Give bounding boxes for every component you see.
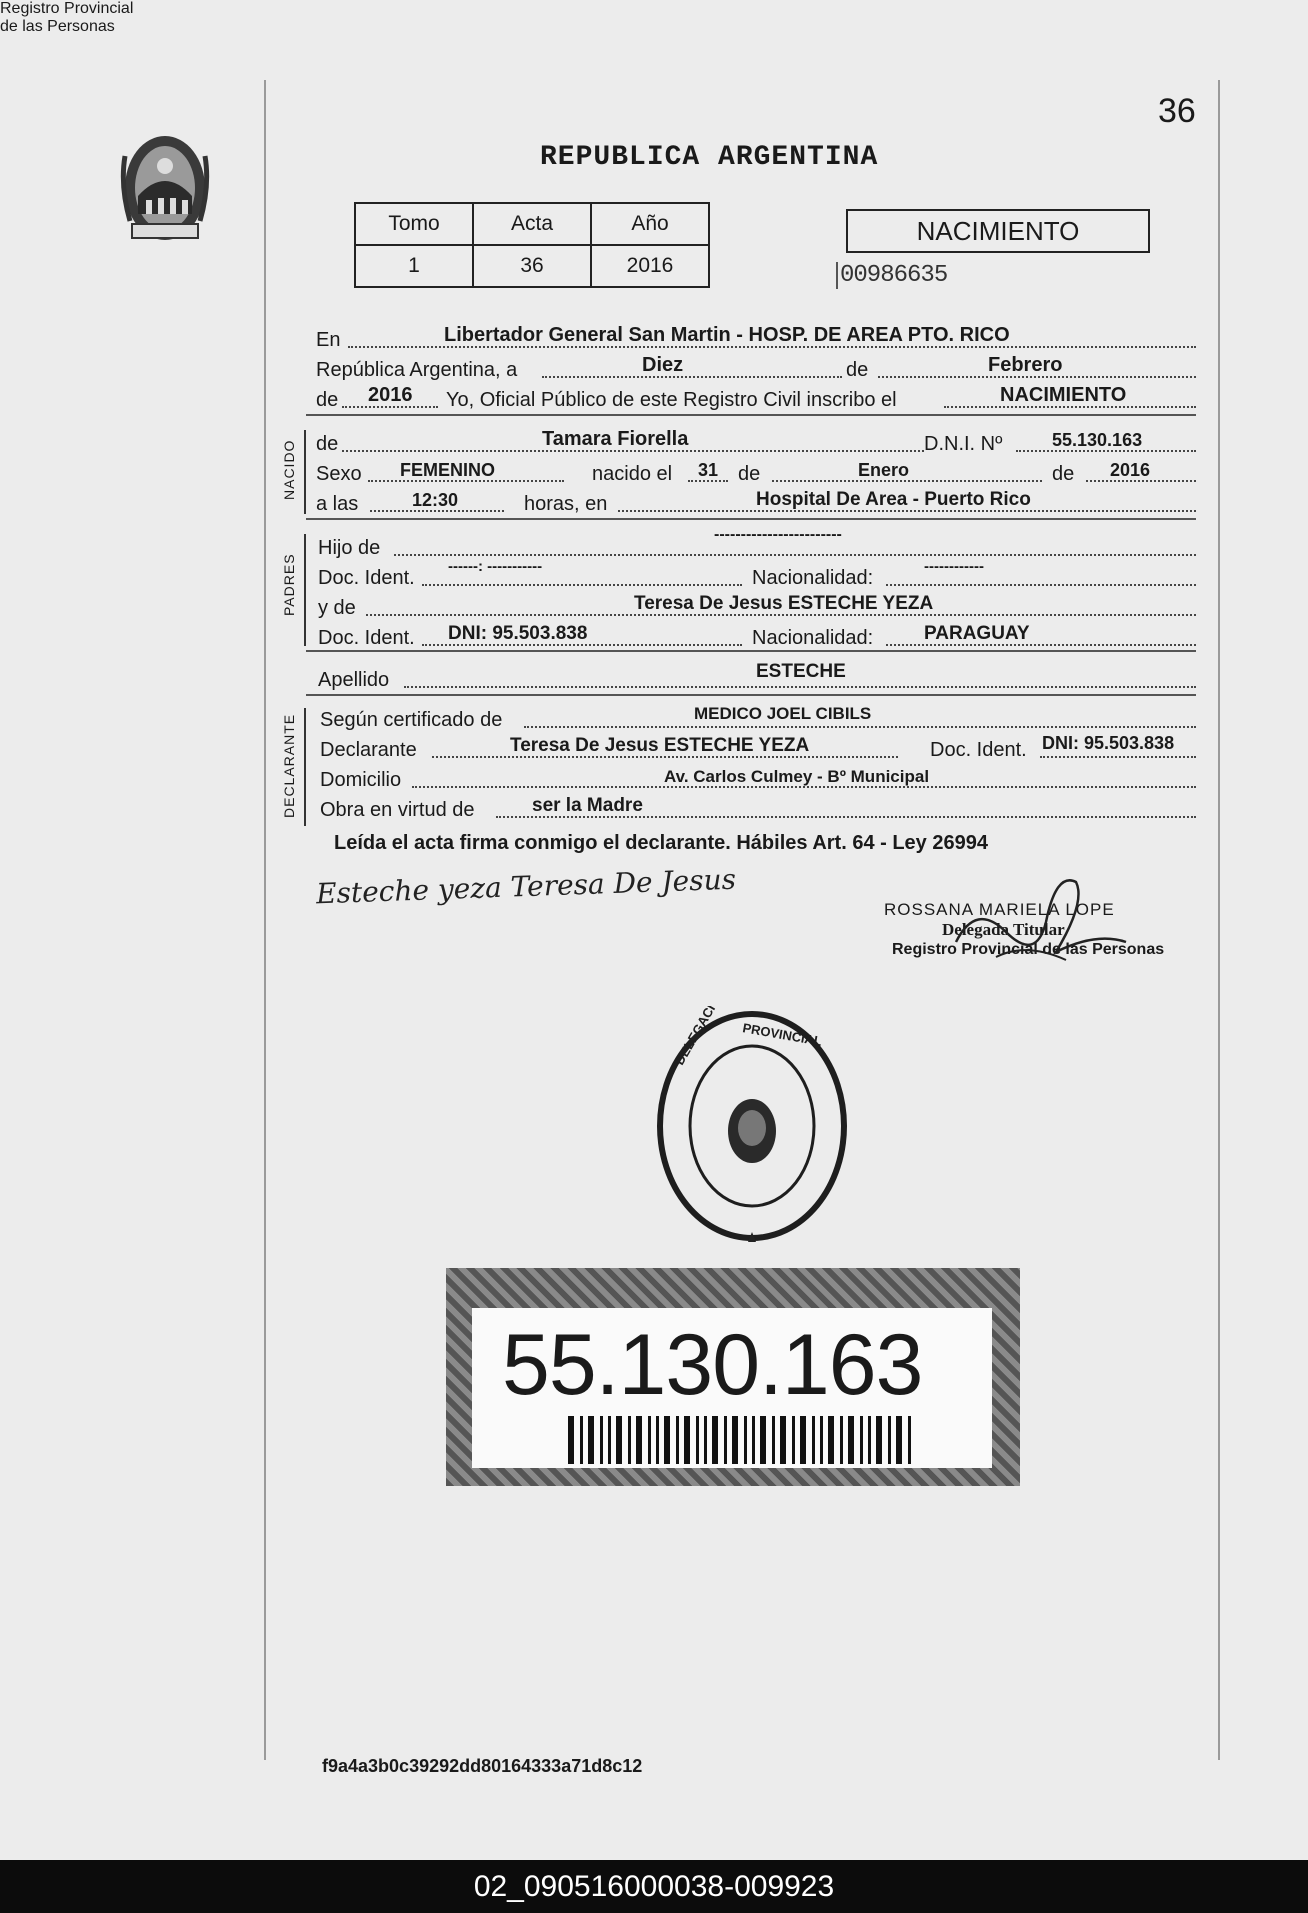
barcode-bars-icon: [568, 1416, 928, 1464]
value-name: Tamara Fiorella: [542, 428, 689, 450]
barcode-number: 55.130.163: [502, 1317, 923, 1413]
row-declarante: [316, 732, 1196, 762]
value-birth-month: Enero: [858, 460, 910, 480]
handwritten-signature-text: Esteche yeza Teresa De Jesus: [315, 862, 737, 911]
file-id-strip: 02_090516000038-009923: [0, 1860, 1308, 1913]
label-declarante: Declarante: [320, 739, 417, 761]
label-certificado: Según certificado de: [320, 709, 503, 731]
value-month: Febrero: [988, 354, 1063, 376]
row-name: [316, 426, 1196, 456]
svg-text:DELEGACION: DELEGACION: [671, 1006, 728, 1068]
label-officer: Yo, Oficial Público de este Registro Civil inscribo el: [446, 389, 897, 411]
value-dni: 55.130.163: [1052, 430, 1143, 450]
table-header-row: [355, 203, 709, 245]
value-obra: ser la Madre: [532, 795, 643, 816]
row-father-doc: [316, 560, 1196, 590]
officer-office: Registro Provincial de las Personas: [892, 941, 1165, 958]
value-birth-day: 31: [698, 460, 719, 480]
header-tomo: Tomo: [355, 203, 473, 245]
dotted-line: [1040, 756, 1196, 758]
label-a-las: a las: [316, 493, 359, 515]
declarante-section-label: DECLARANTE: [281, 713, 297, 818]
legal-text: Leída el acta firma conmigo el declarante. Hábiles Art. 64 - Ley 26994: [334, 832, 988, 854]
row-apellido: [316, 662, 1196, 692]
label-nacionalidad: Nacionalidad:: [752, 567, 874, 589]
row-year: [316, 382, 1196, 412]
dotted-line: [542, 376, 842, 378]
label-de: de: [846, 359, 869, 381]
document-title: REPUBLICA ARGENTINA: [540, 142, 879, 173]
value-declarante-doc: DNI: 95.503.838: [1042, 733, 1175, 753]
officer-signature-scribble-icon: [936, 862, 1136, 977]
act-type-box: NACIMIENTO: [846, 209, 1150, 253]
row-time: [316, 486, 1196, 516]
registry-label-line1: Registro Provincial: [0, 0, 134, 17]
value-tomo: 1: [355, 245, 473, 287]
value-birth-place: Hospital De Area - Puerto Rico: [756, 489, 1031, 510]
row-y-de: [316, 590, 1196, 620]
right-margin-line: [1218, 80, 1220, 1760]
row-domicilio: [316, 762, 1196, 792]
value-time: 12:30: [412, 490, 459, 510]
dotted-line: [422, 584, 742, 586]
label-republica: República Argentina, a: [316, 359, 518, 381]
label-doc-ident: Doc. Ident.: [318, 567, 415, 589]
label-de-birth-year: de: [1052, 463, 1075, 485]
dotted-line: [404, 686, 1196, 688]
header-acta: Acta: [473, 203, 591, 245]
row-mother-doc: [316, 620, 1196, 650]
value-day: Diez: [642, 354, 684, 376]
padres-section-label: PADRES: [281, 553, 297, 616]
label-y-de: y de: [318, 597, 356, 619]
value-acta: 36: [473, 245, 591, 287]
section-divider: [306, 518, 1196, 520]
page-number: 36: [1158, 92, 1196, 130]
label-domicilio: Domicilio: [320, 769, 402, 791]
value-year: 2016: [368, 384, 413, 406]
section-divider: [306, 414, 1196, 416]
label-obra: Obra en virtud de: [320, 799, 475, 821]
dotted-line: [394, 554, 1196, 556]
label-de-name: de: [316, 433, 339, 455]
label-apellido: Apellido: [318, 669, 390, 691]
padres-side-line: [304, 534, 306, 646]
label-de-month: de: [738, 463, 761, 485]
value-inscription-type: NACIMIENTO: [1000, 384, 1127, 406]
officer-role: Delegada Titular: [942, 920, 1065, 939]
province-seal-icon: [100, 126, 230, 256]
value-mother-doc: DNI: 95.503.838: [448, 623, 588, 644]
label-sexo: Sexo: [316, 463, 362, 485]
barcode-label: [446, 1268, 1020, 1486]
row-certificado: [316, 702, 1196, 732]
value-certificado: MEDICO JOEL CIBILS: [694, 704, 872, 723]
dotted-line: [886, 584, 1196, 586]
value-birth-year: 2016: [1110, 460, 1151, 480]
value-mother: Teresa De Jesus ESTECHE YEZA: [634, 593, 934, 614]
value-mother-nationality: PARAGUAY: [924, 623, 1030, 644]
row-en: [316, 322, 1196, 352]
label-horas: horas, en: [524, 493, 608, 515]
label-nacionalidad-mother: Nacionalidad:: [752, 627, 874, 649]
document-hash: f9a4a3b0c39292dd80164333a71d8c12: [322, 1756, 643, 1776]
header-ano: Año: [591, 203, 709, 245]
nacido-side-line: [304, 430, 306, 514]
svg-text:PROVINCIAL: PROVINCIAL: [741, 1020, 824, 1049]
label-hijo-de: Hijo de: [318, 537, 381, 559]
label-doc-ident-mother: Doc. Ident.: [318, 627, 415, 649]
value-apellido: ESTECHE: [756, 661, 846, 682]
label-de-year: de: [316, 389, 339, 411]
registry-label-line2: de las Personas: [0, 18, 115, 35]
registry-stamp-icon: [652, 1006, 852, 1250]
row-hijo-de: [316, 526, 1196, 560]
barcode-inner: [472, 1308, 992, 1468]
label-en: En: [316, 329, 341, 351]
value-place: Libertador General San Martin - HOSP. DE AREA PTO. RICO: [444, 324, 1010, 346]
row-obra: [316, 792, 1196, 822]
value-declarante: Teresa De Jesus ESTECHE YEZA: [510, 735, 810, 756]
registry-label: [0, 0, 133, 36]
value-father: ------------------------: [714, 526, 842, 543]
value-ano: 2016: [591, 245, 709, 287]
label-doc-ident-declarante: Doc. Ident.: [930, 739, 1027, 761]
table-value-row: [355, 245, 709, 287]
value-sexo: FEMENINO: [400, 460, 496, 480]
left-margin-line: [264, 80, 266, 1760]
label-dni: D.N.I. Nº: [924, 433, 1003, 455]
row-sexo: [316, 456, 1196, 486]
serial-number: 00986635: [836, 262, 947, 289]
label-nacido-el: nacido el: [592, 463, 673, 485]
value-father-nationality: ------------: [924, 558, 984, 575]
nacido-section-label: NACIDO: [281, 439, 297, 500]
declarante-side-line: [304, 708, 306, 826]
value-father-doc: ------: -----------: [448, 558, 543, 575]
tomo-acta-ano-table: [354, 202, 710, 288]
section-divider: [306, 650, 1196, 652]
officer-name: ROSSANA MARIELA LOPE: [884, 900, 1115, 919]
dotted-line: [524, 726, 1196, 728]
value-domicilio: Av. Carlos Culmey - Bº Municipal: [664, 767, 930, 786]
section-divider: [306, 694, 1196, 696]
row-date: [316, 352, 1196, 382]
